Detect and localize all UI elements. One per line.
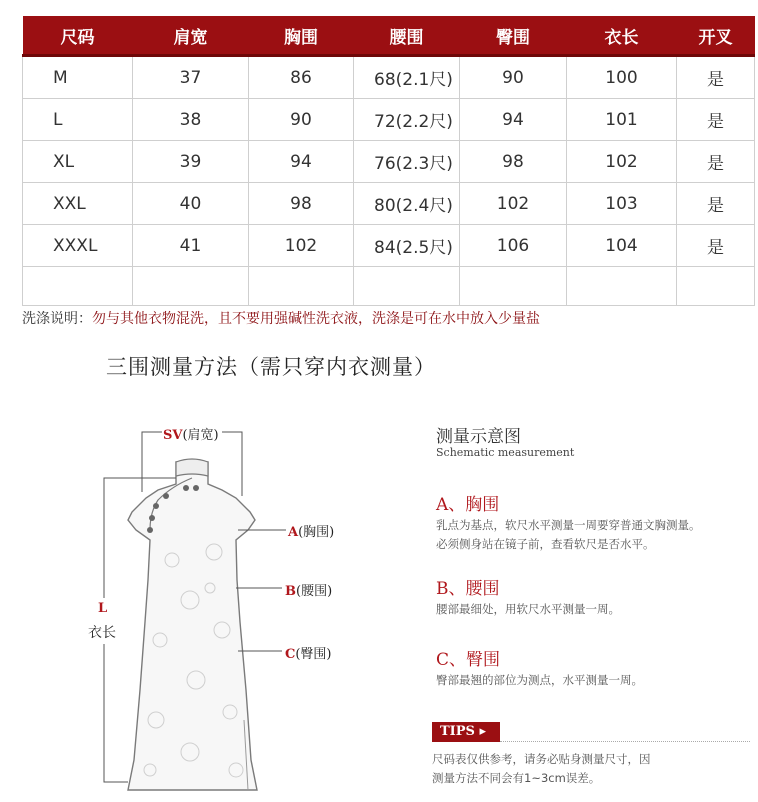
waist-heading: B、腰围 [436,579,500,599]
size-chart-table [22,16,755,306]
waist-annotation: B(腰围) [285,584,333,599]
hip-heading: C、臀围 [436,650,501,670]
wash-text: 勿与其他衣物混洗，且不要用强碱性洗衣液，洗涤是可在水中放入少量盐 [92,311,540,327]
bust-desc-line1: 乳点为基点，软尺水平测量一周要穿普通文胸测量。 [436,518,701,532]
cell-bust: 94 [249,141,354,183]
tips-badge: TIPS ▸ [432,722,500,742]
table-row [23,183,755,225]
cell-length: 104 [567,225,677,267]
bust-annotation: A(胸围) [288,525,335,540]
diagram-subtitle: Schematic measurement [436,446,575,459]
table-row-empty [23,267,755,306]
cell-waist: 68(2.1尺) [354,56,460,99]
cell-slit: 是 [677,183,755,225]
qipao-dress-drawing [128,459,257,790]
bust-heading: A、胸围 [436,495,500,515]
hip-annotation: C(臀围) [285,647,332,662]
cell-hip: 94 [460,99,567,141]
cell-shoulder: 39 [133,141,249,183]
cell-size: XL [23,141,133,183]
header-size: 尺码 [23,16,133,56]
cell-hip: 90 [460,56,567,99]
table-header-row [23,16,755,56]
tips-line-1: 尺码表仅供参考，请务必贴身测量尺寸，因 [432,752,651,766]
cell-length: 103 [567,183,677,225]
header-waist: 腰围 [354,16,460,56]
cell-shoulder: 38 [133,99,249,141]
table-row [23,56,755,99]
cell-waist: 84(2.5尺) [354,225,460,267]
cell-shoulder: 37 [133,56,249,99]
cell-length: 100 [567,56,677,99]
cell-shoulder: 41 [133,225,249,267]
header-slit: 开叉 [677,16,755,56]
cell-length: 102 [567,141,677,183]
header-shoulder: 肩宽 [133,16,249,56]
wash-instructions [22,308,540,328]
cell-size: XXL [23,183,133,225]
diagram-title: 测量示意图 [436,427,521,447]
hip-desc: 臀部最翘的部位为测点，水平测量一周。 [436,673,643,687]
cell-bust: 98 [249,183,354,225]
tips-text [432,750,651,788]
cell-hip: 98 [460,141,567,183]
cell-hip: 102 [460,183,567,225]
cell-waist: 72(2.2尺) [354,99,460,141]
header-bust: 胸围 [249,16,354,56]
header-length: 衣长 [567,16,677,56]
measure-section-title: 三围测量方法（需只穿内衣测量） [106,355,436,379]
cell-size: M [23,56,133,99]
table-row [23,141,755,183]
cell-size: L [23,99,133,141]
cell-shoulder: 40 [133,183,249,225]
tips-line-2: 测量方法不同会有1~3cm误差。 [432,771,601,785]
cell-bust: 86 [249,56,354,99]
wash-label: 洗涤说明： [22,311,92,327]
tips-divider [500,741,750,742]
cell-hip: 106 [460,225,567,267]
header-hip: 臀围 [460,16,567,56]
length-code-label: L [98,601,108,616]
cell-bust: 102 [249,225,354,267]
table-row [23,99,755,141]
cell-slit: 是 [677,99,755,141]
cell-size: XXXL [23,225,133,267]
cell-waist: 80(2.4尺) [354,183,460,225]
cell-waist: 76(2.3尺) [354,141,460,183]
waist-desc: 腰部最细处，用软尺水平测量一周。 [436,602,620,616]
table-row [23,225,755,267]
cell-bust: 90 [249,99,354,141]
shoulder-annotation: SV(肩宽) [163,428,219,443]
bust-desc-line2: 必须侧身站在镜子前，查看软尺是否水平。 [436,537,655,551]
cell-slit: 是 [677,225,755,267]
cell-slit: 是 [677,56,755,99]
length-text-label: 衣长 [88,625,116,641]
cell-slit: 是 [677,141,755,183]
cell-length: 101 [567,99,677,141]
